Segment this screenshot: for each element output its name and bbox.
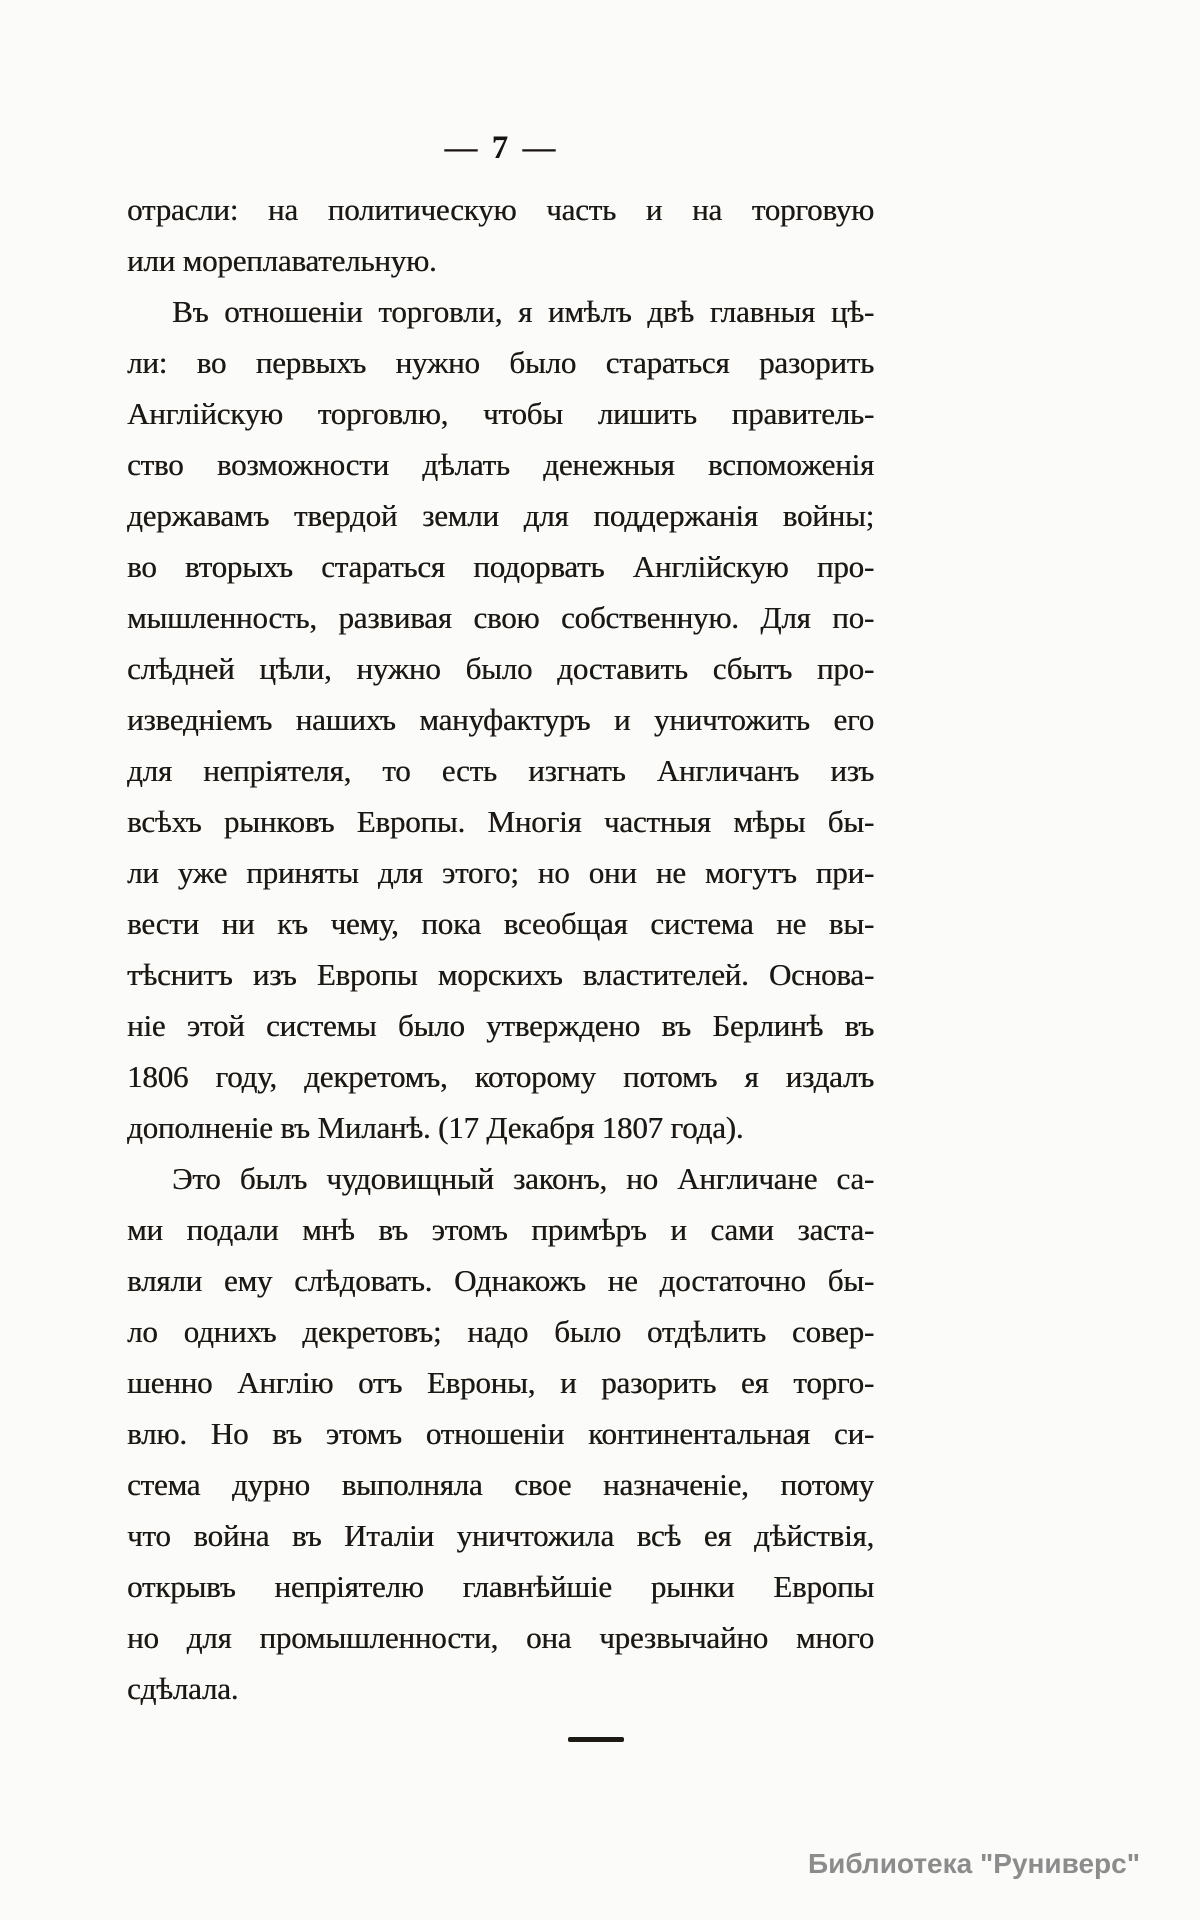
text-line: ли: во первыхъ нужно было стараться разорить — [127, 345, 874, 380]
page-number: — 7 — — [444, 130, 559, 166]
text-line: державамъ твердой земли для поддержанія войны; — [127, 498, 874, 533]
text-line: ло однихъ декретовъ; надо было отдѣлить совер- — [127, 1314, 874, 1349]
text-line: для непріятеля, то есть изгнать Англичанъ изъ — [127, 753, 874, 788]
text-line: Это былъ чудовищный законъ, но Англичане са- — [172, 1161, 874, 1196]
text-line: изведніемъ нашихъ мануфактуръ и уничтожить его — [127, 702, 874, 737]
text-line: ніе этой системы было утверждено въ Берлинѣ въ — [127, 1008, 874, 1043]
body-text — [127, 184, 874, 1714]
text-line: ство возможности дѣлать денежныя вспоможенія — [127, 447, 874, 482]
text-line: слѣдней цѣли, нужно было доставить сбытъ про- — [127, 651, 874, 686]
text-line: вляли ему слѣдовать. Однакожъ не достаточно бы- — [127, 1263, 874, 1298]
text-line: или мореплавательную. — [127, 243, 437, 278]
text-line: вести ни къ чему, пока всеобщая система не вы- — [127, 906, 874, 941]
text-line: Англійскую торговлю, чтобы лишить правитель- — [127, 396, 874, 431]
text-line: отрасли: на политическую часть и на торговую — [127, 192, 874, 227]
text-line: ли уже приняты для этого; но они не могутъ при- — [127, 855, 874, 890]
text-line: 1806 году, декретомъ, которому потомъ я издалъ — [127, 1059, 874, 1094]
text-line: что война въ Италіи уничтожила всѣ ея дѣйствія, — [127, 1518, 874, 1553]
text-line: шенно Англію отъ Евроны, и разорить ея торго- — [127, 1365, 874, 1400]
text-line: сдѣлала. — [127, 1671, 239, 1706]
library-watermark: Библиотека "Руниверс" — [808, 1848, 1141, 1879]
text-line: влю. Но въ этомъ отношеніи континентальная си- — [127, 1416, 874, 1451]
text-line: стема дурно выполняла свое назначеніе, потому — [127, 1467, 874, 1502]
text-line: дополненіе въ Миланѣ. (17 Декабря 1807 года). — [127, 1110, 744, 1145]
section-end-rule — [568, 1737, 624, 1742]
text-line: мышленность, развивая свою собственную. Для по- — [127, 600, 874, 635]
text-line: Въ отношеніи торговли, я имѣлъ двѣ главныя цѣ- — [172, 294, 874, 329]
text-line: открывъ непріятелю главнѣйшіе рынки Европы — [127, 1569, 874, 1604]
text-line: ми подали мнѣ въ этомъ примѣръ и сами заста- — [127, 1212, 874, 1247]
text-line: во вторыхъ стараться подорвать Англійскую про- — [127, 549, 874, 584]
text-line: тѣснитъ изъ Европы морскихъ властителей. Основа- — [127, 957, 874, 992]
text-line: всѣхъ рынковъ Европы. Многія частныя мѣры бы- — [127, 804, 874, 839]
text-line: но для промышленности, она чрезвычайно много — [127, 1620, 874, 1655]
